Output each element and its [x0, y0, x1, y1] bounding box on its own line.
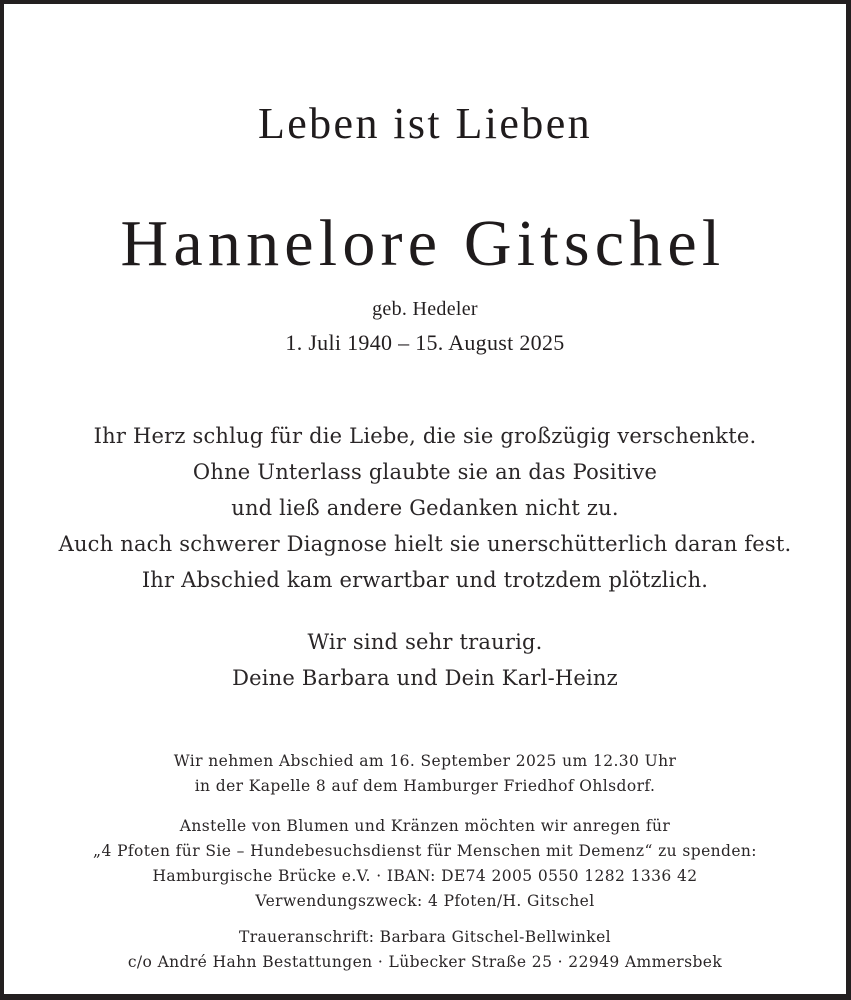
tribute-line: Ohne Unterlass glaubte sie an das Positive — [192, 460, 658, 484]
address-line: c/o André Hahn Bestattungen · Lübecker Straße 25 · 22949 Ammersbek — [127, 953, 723, 971]
donation-line: „4 Pfoten für Sie – Hundebesuchsdienst für Menschen mit Demenz“ zu spenden: — [93, 842, 757, 860]
tribute-line: und ließ andere Gedanken nicht zu. — [231, 496, 619, 520]
ceremony-line: in der Kapelle 8 auf dem Hamburger Friedhof Ohlsdorf. — [194, 777, 656, 795]
donation-line: Hamburgische Brücke e.V. · IBAN: DE74 2005 0550 1282 1336 42 — [152, 867, 698, 885]
tribute-line: Auch nach schwerer Diagnose hielt sie unerschütterlich daran fest. — [58, 532, 792, 556]
ceremony-line: Wir nehmen Abschied am 16. September 2025 um 12.30 Uhr — [173, 752, 677, 770]
tribute-line: Ihr Herz schlug für die Liebe, die sie großzügig verschenkte. — [93, 424, 757, 448]
donation-line: Verwendungszweck: 4 Pfoten/H. Gitschel — [255, 892, 595, 910]
deceased-name: Hannelore Gitschel — [120, 207, 726, 280]
mourning-address — [4, 925, 846, 975]
address-line: Traueranschrift: Barbara Gitschel-Bellwinkel — [238, 928, 612, 946]
life-dates: 1. Juli 1940 – 15. August 2025 — [285, 330, 565, 355]
birth-name: geb. Hedeler — [372, 298, 478, 320]
donation-info — [4, 814, 846, 914]
tribute-line: Ihr Abschied kam erwartbar und trotzdem plötzlich. — [141, 568, 709, 592]
ceremony-info — [4, 749, 846, 799]
mourners-signature — [4, 624, 846, 696]
mourners-line: Wir sind sehr traurig. — [307, 630, 543, 654]
donation-line: Anstelle von Blumen und Kränzen möchten wir anregen für — [179, 817, 671, 835]
mourners-line: Deine Barbara und Dein Karl-Heinz — [232, 666, 618, 690]
motto-heading: Leben ist Lieben — [257, 99, 593, 148]
tribute-text — [4, 418, 846, 598]
